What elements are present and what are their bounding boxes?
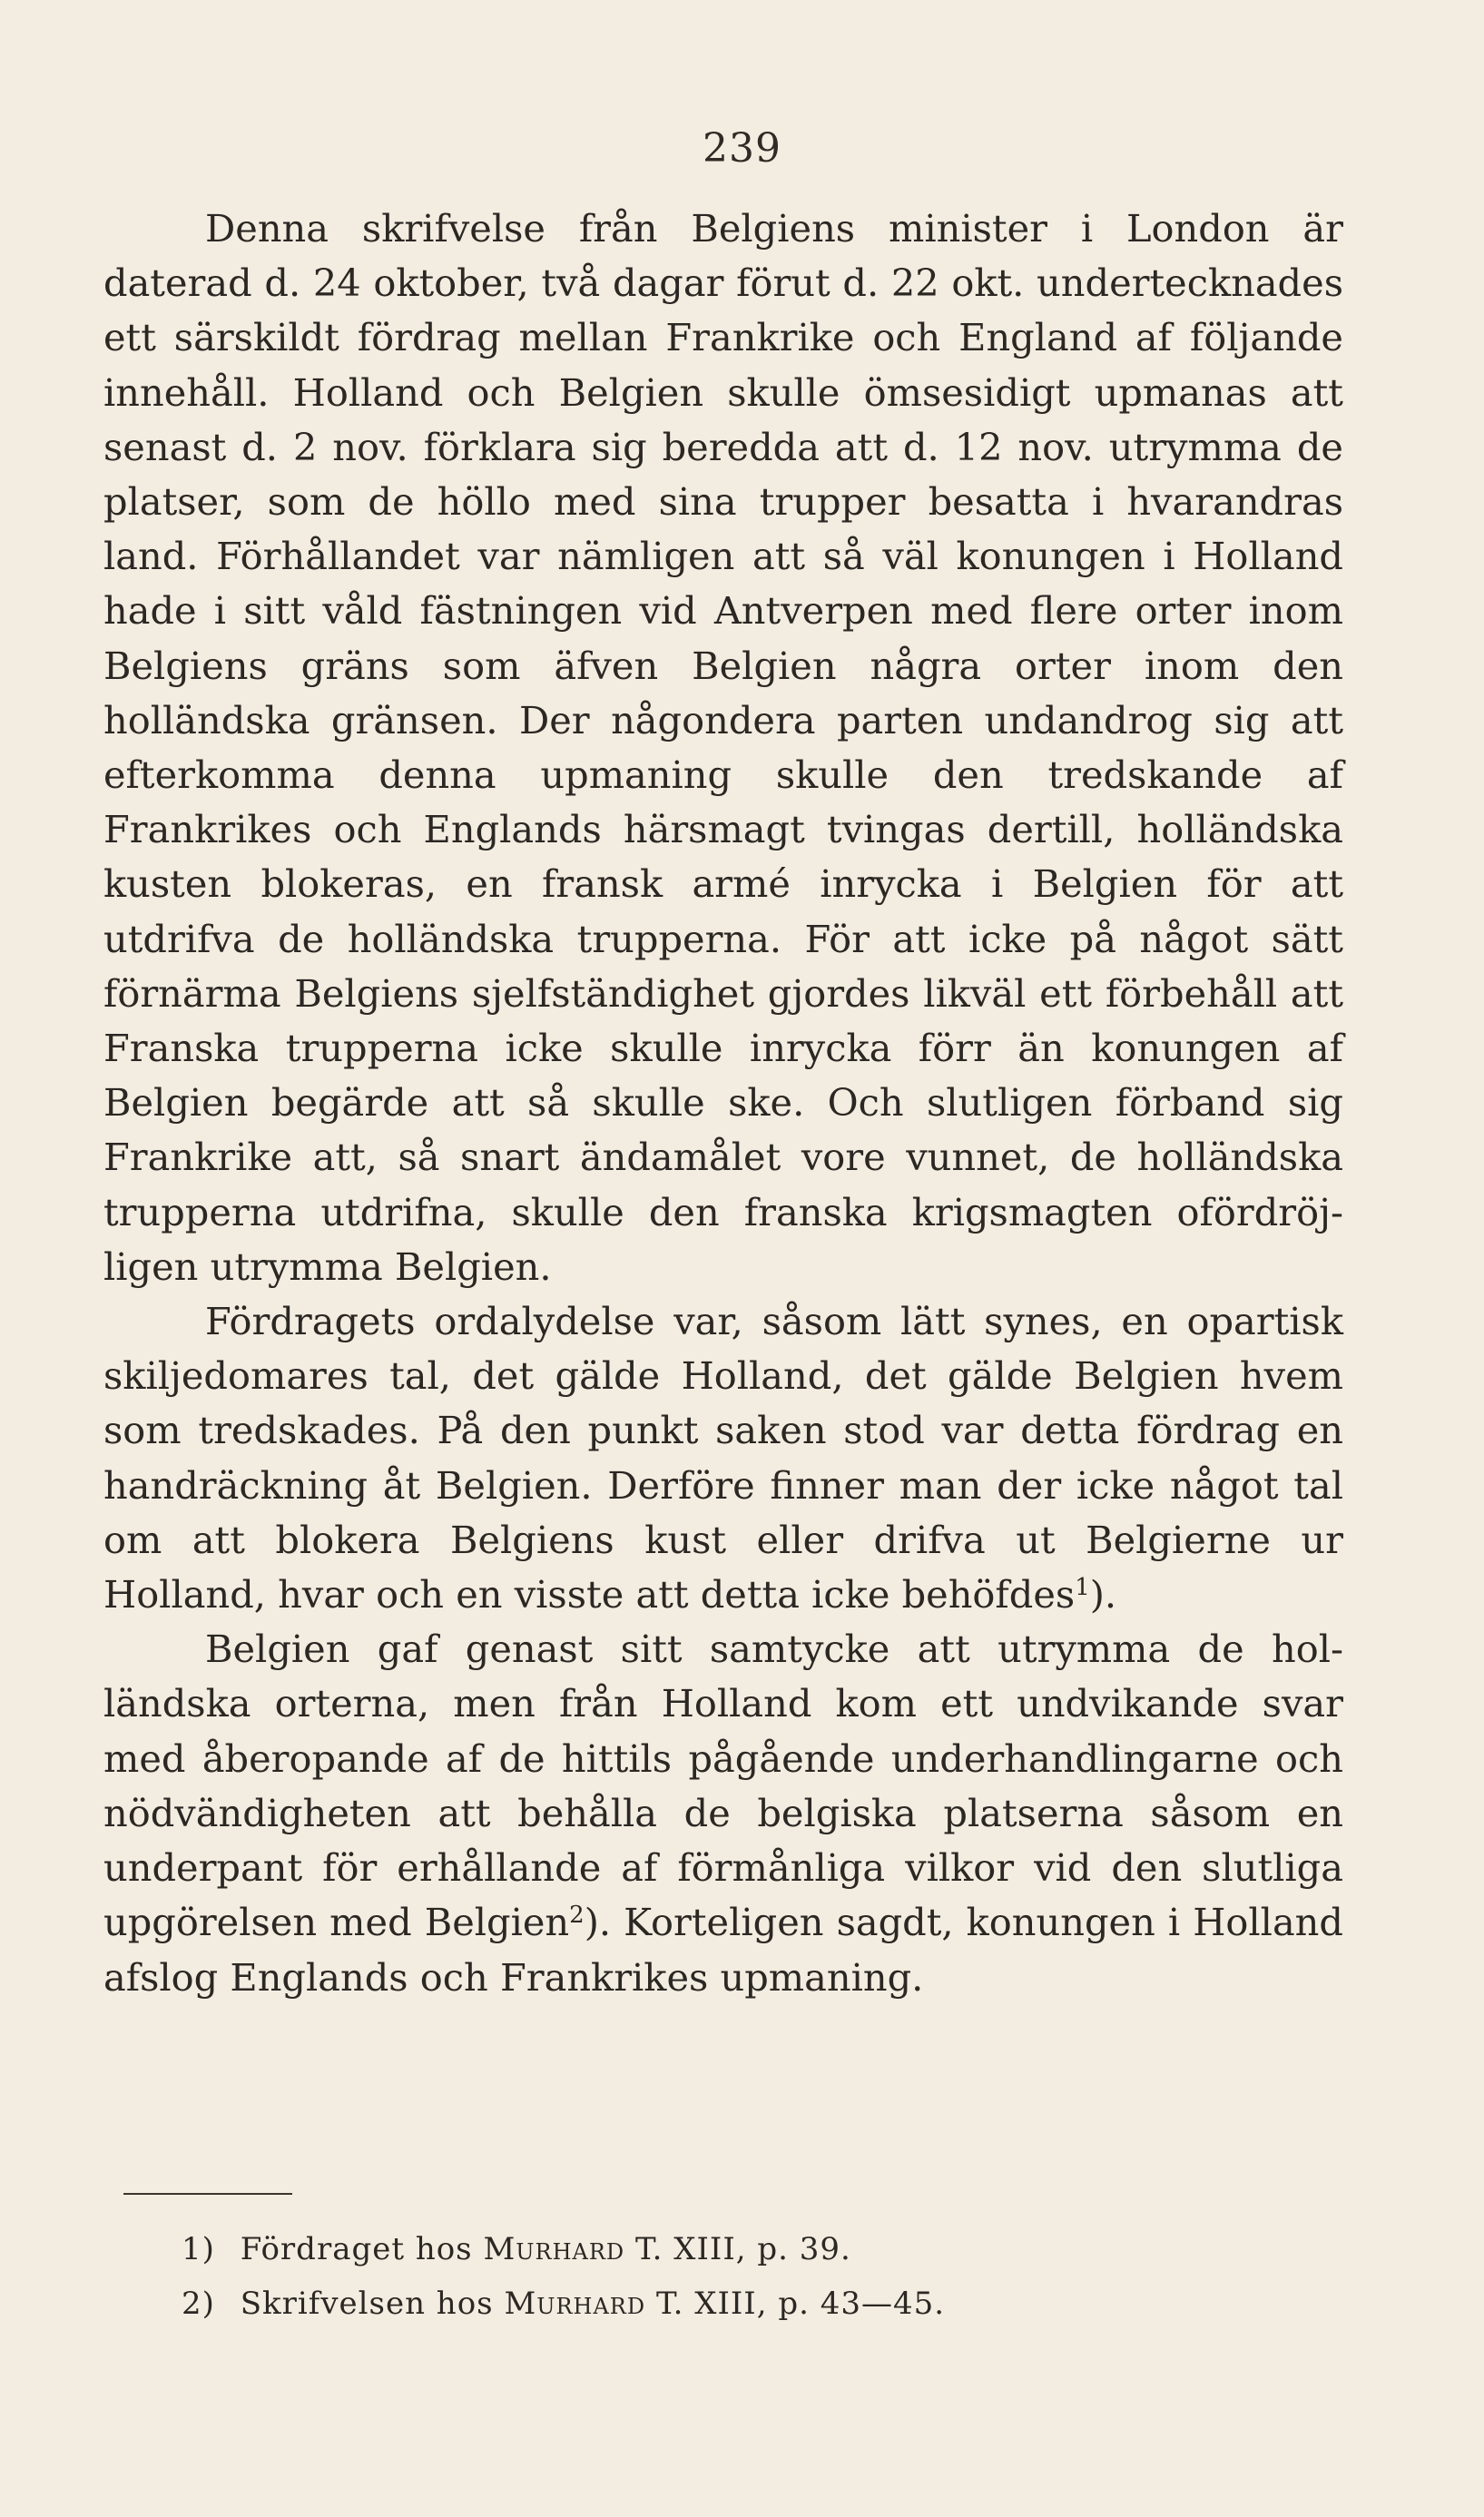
footnote-divider <box>123 2193 292 2195</box>
footnote-1 <box>182 2222 1271 2276</box>
footnotes <box>182 2222 1271 2331</box>
footnote-2 <box>182 2276 1271 2331</box>
footnote-1-text: Fördraget hos <box>240 2231 473 2267</box>
paragraph-3-tail: Korteligen sagdt, konungen i Holland afslog Englands och Frankrikes upmaning. <box>103 1900 1343 2000</box>
body-text <box>103 202 1343 2005</box>
page-number: 239 <box>703 125 781 172</box>
paragraph-2 <box>103 1294 1343 1622</box>
footnote-ref-2-close: ). <box>584 1900 612 1945</box>
footnote-2-text: Skrifvelsen hos <box>240 2286 494 2322</box>
footnote-ref-2: 2 <box>569 1902 585 1930</box>
footnote-2-number: 2) <box>182 2286 215 2322</box>
footnote-ref-1: 1 <box>1075 1574 1090 1602</box>
footnote-1-author: Murhard <box>483 2231 625 2267</box>
paragraph-2-text: Fördragets ordalydelse var, såsom lätt synes, en opartisk skiljedomares tal, det gälde Holland, det gälde Belgien hvem som tredskades. På den punkt saken stod var detta fördrag en handräckning åt Belgien. Derföre finner man der icke något tal om att blokera Belgiens kust eller drifva ut Belgierne ur Holland, hvar och en visste att detta icke behöfdes <box>103 1299 1343 1617</box>
footnote-1-ref: T. XIII, p. 39. <box>634 2231 851 2267</box>
footnote-1-number: 1) <box>182 2231 215 2267</box>
footnote-2-ref: T. XIII, p. 43—45. <box>655 2286 946 2322</box>
paragraph-3 <box>103 1622 1343 2004</box>
paragraph-3-text: Belgien gaf genast sitt samtycke att utrymma de holländska orterna, men från Holland kom ett undvikande svar med åberopande af de hittils pågående underhandlingarne och nödvändigheten att behålla de belgiska platserna såsom en underpant för erhållande af förmånliga vilkor vid den slutliga upgörelsen med Belgien <box>103 1627 1343 1945</box>
paragraph-1: Denna skrifvelse från Belgiens minister i London är daterad d. 24 oktober, två dagar förut d. 22 okt. undertecknades ett särskildt fördrag mellan Frankrike och England af följande innehåll. Holland och Belgien skulle ömsesidigt upmanas att senast d. 2 nov. förklara sig beredda att d. 12 nov. utrymma de platser, som de höllo med sina trupper besatta i hvarandras land. Förhållandet var nämligen att så väl konungen i Holland hade i sitt våld fästningen vid Antverpen med flere orter inom Belgiens gräns som äfven Belgien några orter inom den holländska gränsen. Der någondera parten undandrog sig att efterkomma denna upmaning skulle den tredskande af Frankrikes och Englands härsmagt tvingas dertill, holländska kusten blokeras, en fransk armé inrycka i Belgien för att utdrifva de holländska trupperna. För att icke på något sätt förnärma Belgiens sjelfständighet gjordes likväl ett förbehåll att Franska trupperna icke skulle inrycka förr än konungen af Belgien begärde att så skulle ske. Och slutligen förband sig Frankrike att, så snart ändamålet vore vunnet, de holländska trupperna utdrifna, skulle den franska krigsmagten ofördröjligen utrymma Belgien. <box>103 206 1343 1289</box>
footnote-2-author: Murhard <box>504 2286 646 2322</box>
footnote-ref-1-close: ). <box>1089 1572 1117 1617</box>
